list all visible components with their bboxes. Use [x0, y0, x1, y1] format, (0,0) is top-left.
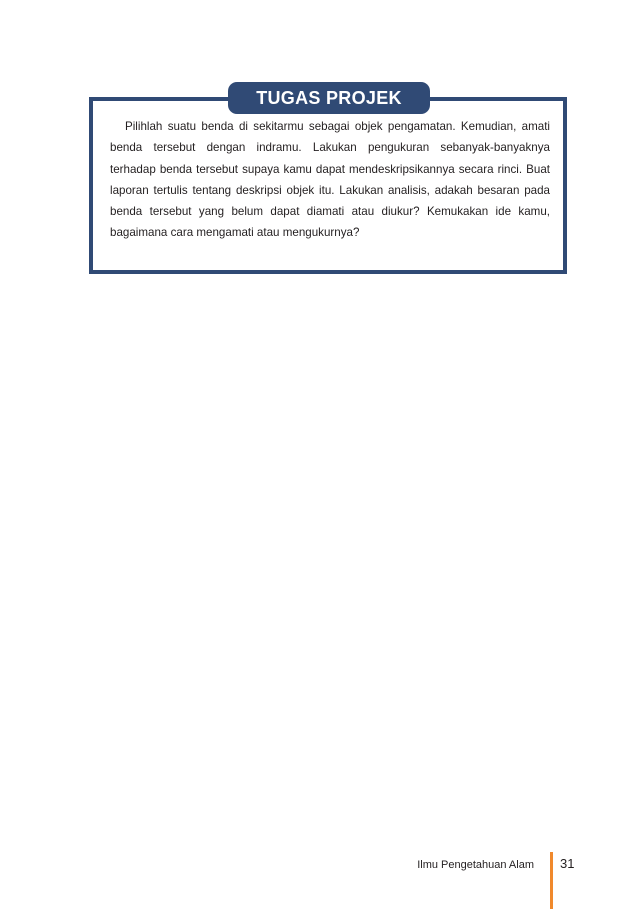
- task-title: TUGAS PROJEK: [228, 82, 430, 114]
- page-number: 31: [560, 856, 575, 871]
- task-body: Pilihlah suatu benda di sekitarmu sebagai objek pengamatan. Kemudian, amati benda tersebut dengan indramu. Lakukan pengukuran sebanyak-banyaknya terhadap benda tersebut supaya kamu dapat mendeskripsikannya secara rinci. Buat laporan tertulis tentang deskripsi objek itu. Lakukan analisis, adakah besaran pada benda tersebut yang belum dapat diamati atau diukur? Kemukakan ide kamu, bagaimana cara mengamati atau mengukurnya?: [110, 120, 550, 240]
- footer-book-title: Ilmu Pengetahuan Alam: [417, 859, 534, 871]
- footer-divider: [550, 852, 553, 909]
